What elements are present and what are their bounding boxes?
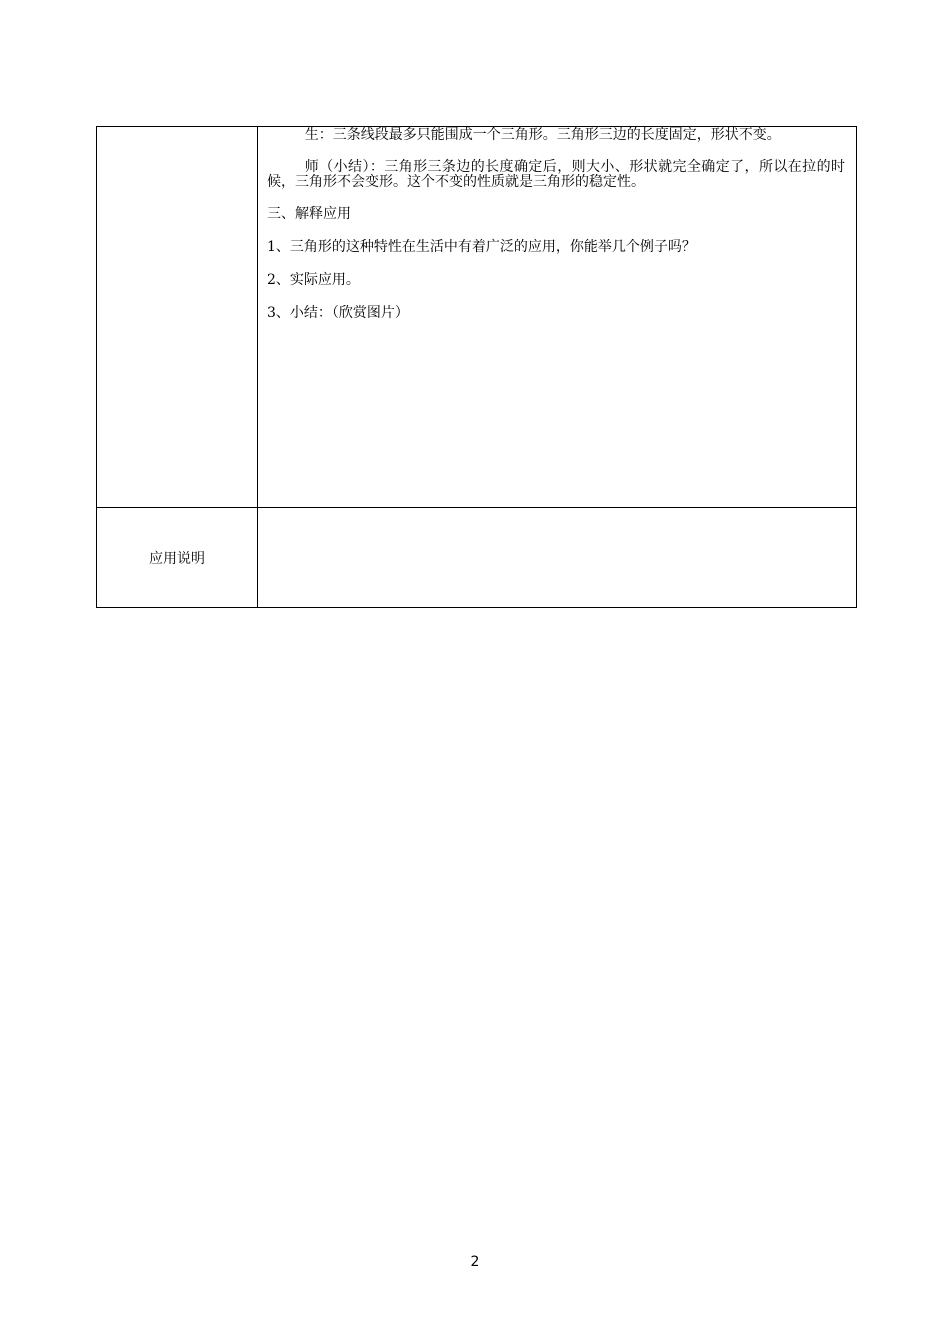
page-number: 2 [470, 1254, 480, 1270]
lesson-content-cell [258, 127, 857, 508]
list-item: 2、实际应用。 [267, 272, 360, 288]
notes-row [97, 508, 857, 608]
section-heading: 三、解释应用 [267, 206, 351, 222]
lesson-content [258, 128, 856, 321]
list-item: 3、小结：（欣赏图片） [267, 305, 409, 321]
notes-value-cell [258, 508, 857, 608]
teacher-summary-paragraph: 师（小结）：三角形三条边的长度确定后，则大小、形状就完全确定了，所以在拉的时候，三角形不会变形。这个不变的性质就是三角形的稳定性。 [267, 159, 845, 190]
empty-label-cell [97, 127, 258, 508]
notes-label-cell: 应用说明 [97, 508, 258, 608]
student-answer-paragraph: 生：三条线段最多只能围成一个三角形。三角形三边的长度固定，形状不变。 [304, 127, 781, 143]
lesson-plan-table [96, 126, 857, 608]
content-row [97, 127, 857, 508]
list-item: 1、三角形的这种特性在生活中有着广泛的应用，你能举几个例子吗？ [267, 239, 696, 255]
